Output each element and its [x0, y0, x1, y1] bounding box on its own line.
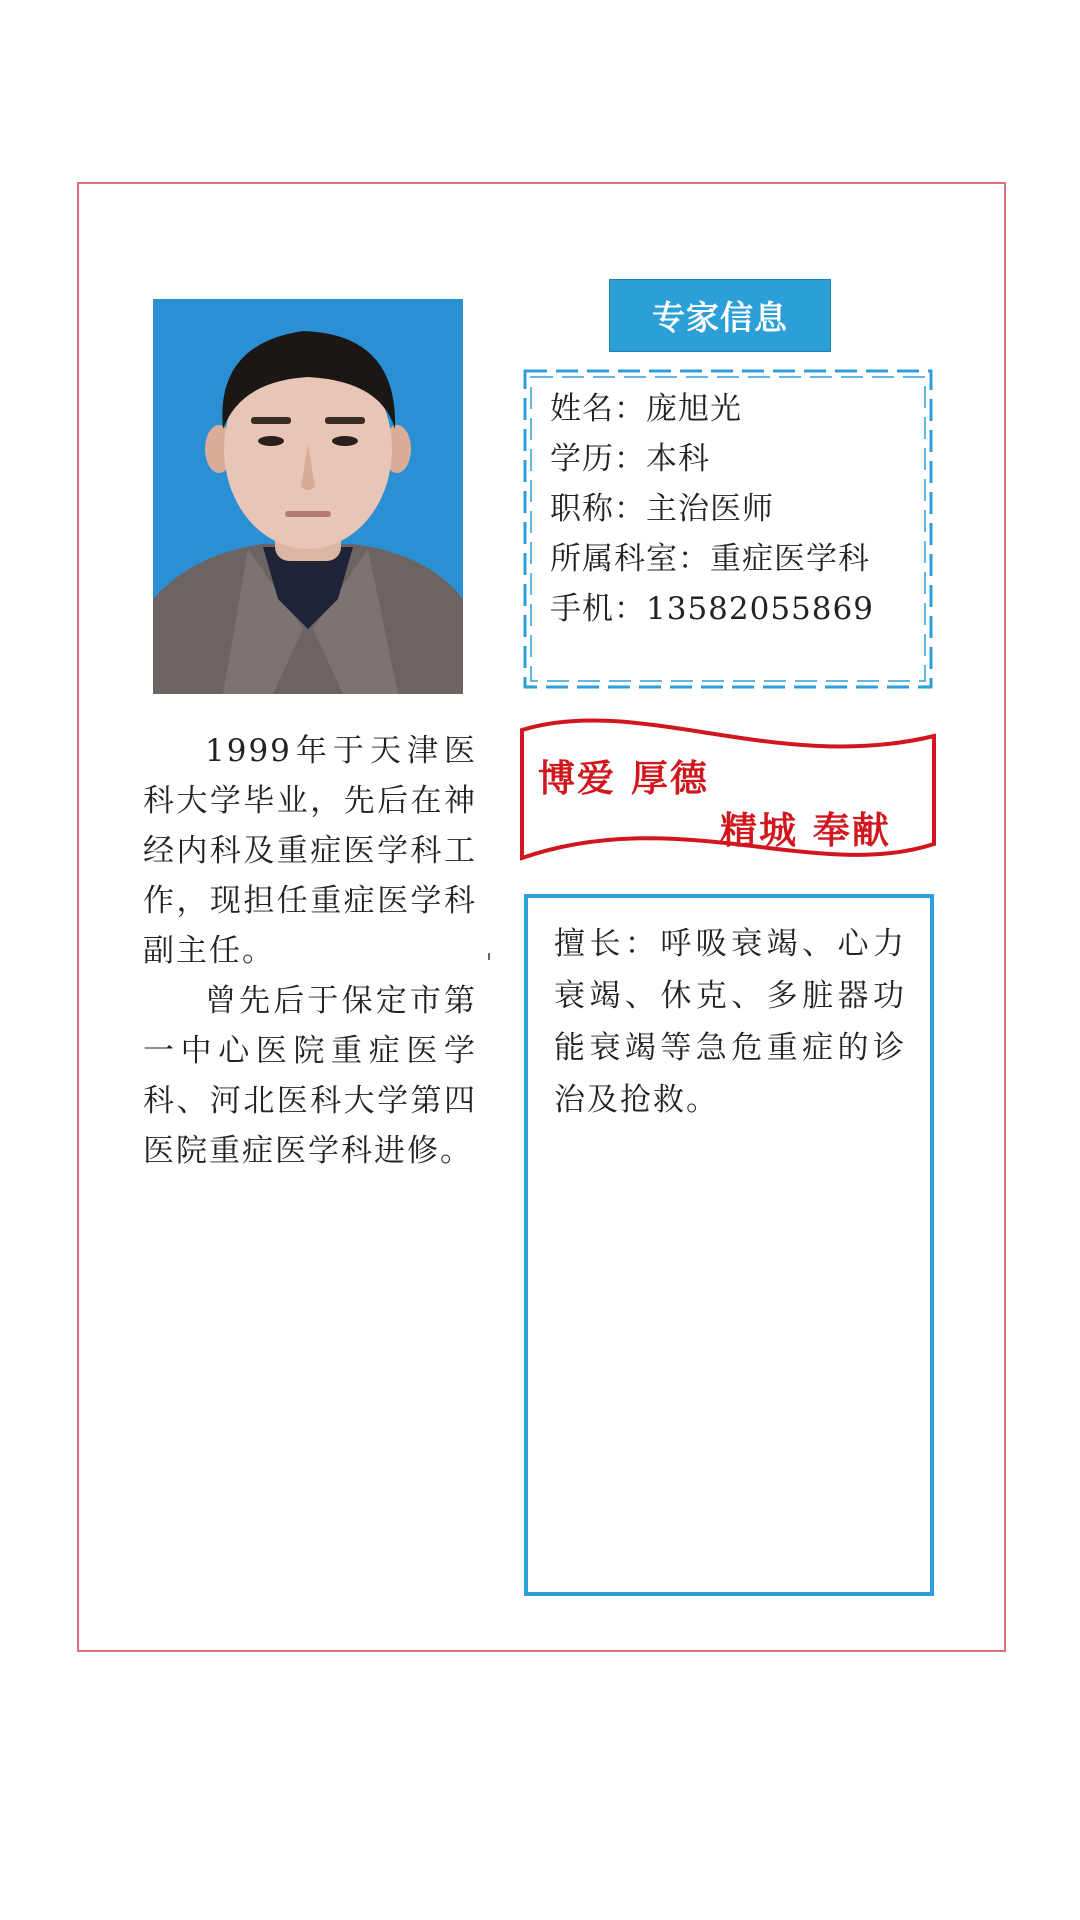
info-department: 所属科室：重症医学科: [550, 541, 870, 577]
info-name: 姓名：庞旭光: [550, 391, 742, 427]
motto-line-2: 精城 奉献: [720, 809, 891, 852]
bio-paragraph-2: 曾先后于保定市第一中心医院重症医学科、河北医科大学第四医院重症医学科进修。: [143, 983, 477, 1169]
info-education: 学历：本科: [550, 441, 710, 477]
expertise-text: 擅长：呼吸衰竭、心力衰竭、休克、多脏器功能衰竭等急危重症的诊治及抢救。: [554, 926, 906, 1118]
portrait-icon: [153, 299, 463, 694]
expertise-box: [524, 894, 934, 1596]
info-phone: 手机：13582055869: [550, 591, 874, 627]
bio-paragraph-1: 1999年于天津医科大学毕业，先后在神经内科及重症医学科工作，现担任重症医学科副主任。: [143, 733, 477, 969]
expert-info-box: [522, 368, 934, 690]
biography: [143, 726, 477, 1176]
stray-mark: [488, 953, 490, 960]
expert-info-tag: 专家信息: [609, 279, 831, 352]
motto-line-1: 博爱 厚德: [538, 757, 709, 800]
info-title: 职称：主治医师: [550, 491, 774, 527]
doctor-photo: [153, 299, 463, 694]
